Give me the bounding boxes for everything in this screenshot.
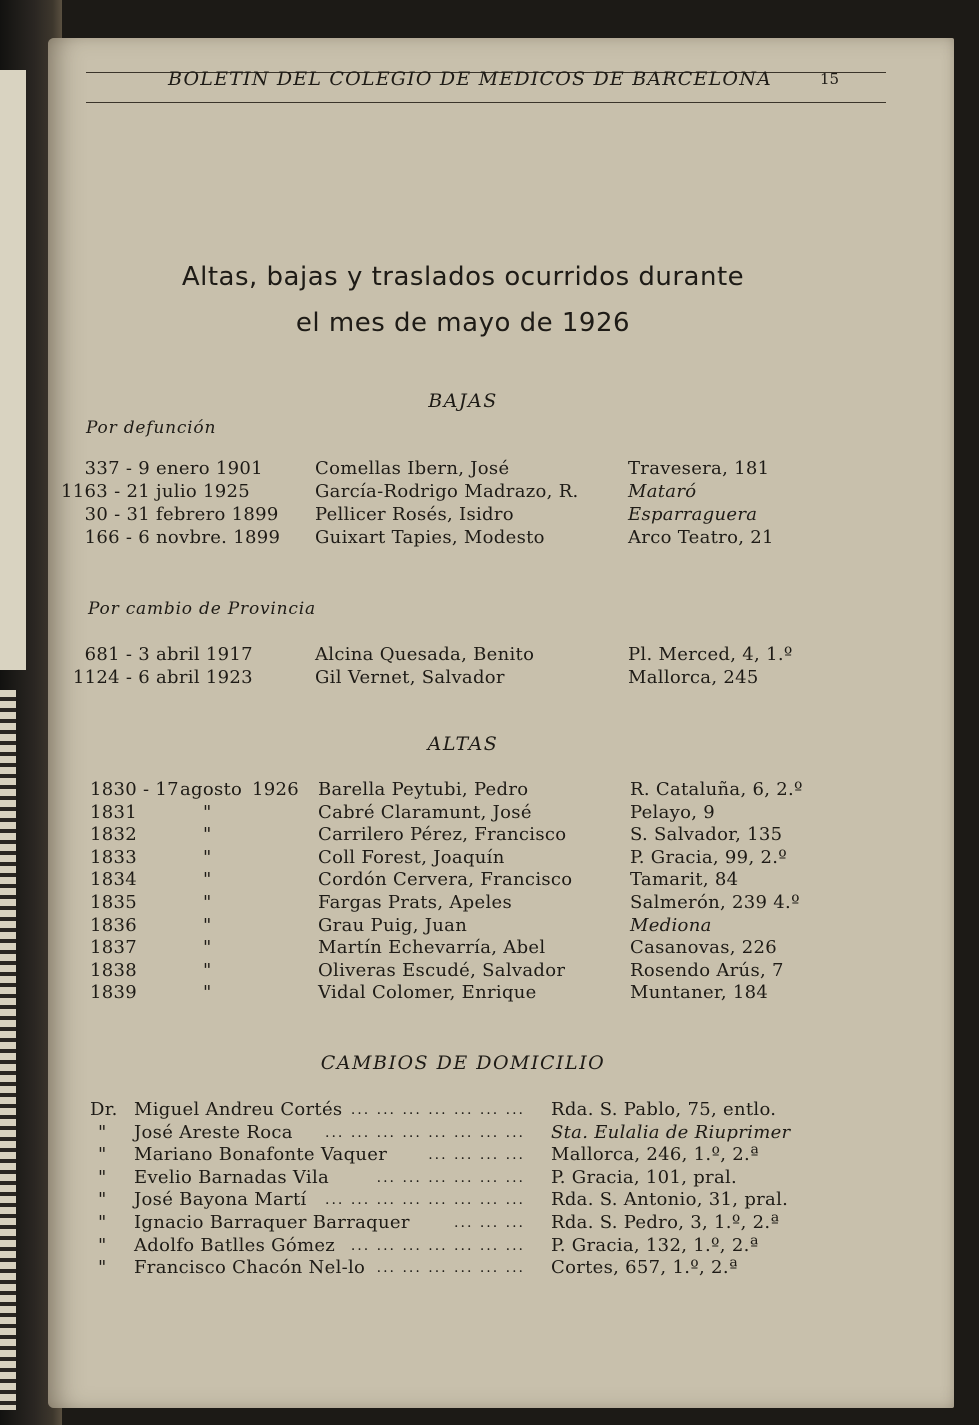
address: Rosendo Arús, 7 (630, 959, 784, 981)
registry-number: 337 - 9 (84, 458, 150, 479)
registry-number: 1837 (90, 937, 138, 959)
doctor-name: Comellas Ibern, José (315, 458, 510, 479)
leader-dots: ... ... ... ... ... ... ... ... (325, 1124, 525, 1141)
doctor-name: Pellicer Rosés, Isidro (315, 504, 514, 525)
registry-number: 1833 (90, 846, 138, 868)
section-heading-bajas: BAJAS (428, 390, 498, 412)
page-number: 15 (820, 70, 840, 88)
address: Mallorca, 245 (628, 667, 759, 688)
year: 1926 (252, 779, 300, 800)
address: Mediona (630, 914, 712, 936)
ditto-mark: " (203, 982, 212, 1004)
ditto-mark: " (203, 824, 212, 846)
address: Mallorca, 246, 1.º, 2.ª (551, 1144, 759, 1166)
leader-dots: ... ... ... ... ... ... ... (350, 1237, 525, 1254)
binding-rings (0, 690, 16, 1410)
address: P. Gracia, 101, pral. (551, 1166, 738, 1188)
date: febrero 1899 (156, 504, 279, 525)
doctor-name: Mariano Bonafonte Vaquer (134, 1144, 388, 1166)
running-header: BOLETIN DEL COLEGIO DE MEDICOS DE BARCELONA (168, 68, 772, 90)
doctor-name: José Bayona Martí (134, 1189, 307, 1211)
address: P. Gracia, 99, 2.º (630, 846, 788, 868)
ditto-mark: " (98, 1121, 107, 1143)
doctor-name: Guixart Tapies, Modesto (315, 527, 545, 548)
address: P. Gracia, 132, 1.º, 2.ª (551, 1234, 759, 1256)
doctor-name: Carrilero Pérez, Francisco (318, 824, 567, 846)
leader-dots: ... ... ... ... ... ... (376, 1169, 525, 1186)
leader-dots: ... ... ... ... (428, 1147, 525, 1164)
address: Rda. S. Pablo, 75, entlo. (551, 1099, 777, 1120)
ditto-mark: " (203, 869, 212, 891)
ditto-mark: " (203, 892, 212, 913)
doctor-name: Oliveras Escudé, Salvador (318, 959, 566, 981)
doctor-name: Gil Vernet, Salvador (315, 667, 505, 688)
registry-number: 1834 (90, 869, 138, 891)
address: Tamarit, 84 (630, 869, 739, 891)
document-page (48, 38, 954, 1408)
ditto-mark: " (98, 1189, 107, 1211)
address: Casanovas, 226 (630, 937, 778, 959)
date: novbre. 1899 (156, 527, 281, 548)
page-title-line-2: el mes de mayo de 1926 (295, 308, 631, 338)
address: Rda. S. Antonio, 31, pral. (551, 1189, 789, 1211)
doctor-name: Fargas Prats, Apeles (318, 892, 512, 913)
ditto-mark: " (98, 1234, 107, 1256)
address: Salmerón, 239 4.º (630, 892, 800, 913)
address: Pelayo, 9 (630, 801, 716, 823)
doctor-name: Evelio Barnadas Vila (134, 1166, 330, 1188)
date: abril 1923 (156, 667, 253, 688)
section-heading-altas: ALTAS (427, 733, 499, 755)
leader-dots: ... ... ... ... ... ... (376, 1260, 525, 1277)
doctor-name: Coll Forest, Joaquín (318, 846, 505, 868)
address: Sta. Eulalia de Riuprimer (551, 1121, 791, 1143)
leader-dots: ... ... ... ... ... ... ... ... (325, 1192, 525, 1209)
ditto-mark: " (203, 801, 212, 823)
doctor-name: Vidal Colomer, Enrique (318, 982, 537, 1004)
doctor-name: Martín Echevarría, Abel (318, 937, 546, 959)
section-heading-cambios: CAMBIOS DE DOMICILIO (320, 1052, 606, 1074)
registry-number: 30 - 31 (84, 504, 150, 525)
address: Mataró (628, 481, 697, 502)
doctor-name: Adolfo Batlles Gómez (134, 1234, 336, 1256)
address: Cortes, 657, 1.º, 2.ª (551, 1257, 738, 1279)
doctor-name: José Areste Roca (134, 1121, 293, 1143)
ditto-mark: " (203, 914, 212, 936)
registry-number: 1831 (90, 801, 138, 823)
registry-number: 1163 - 21 (61, 481, 150, 502)
registry-number: 1836 (90, 914, 138, 936)
registry-number: 1832 (90, 824, 138, 846)
registry-number: 166 - 6 (84, 527, 150, 548)
registry-number: 1838 (90, 959, 138, 981)
ditto-mark: " (203, 937, 212, 959)
ditto-mark: " (203, 846, 212, 868)
doctor-name: Grau Puig, Juan (318, 914, 468, 936)
registry-number: 1830 - 17 (90, 779, 179, 800)
ditto-mark: " (98, 1166, 107, 1188)
address: Travesera, 181 (628, 458, 770, 479)
address: R. Cataluña, 6, 2.º (630, 779, 803, 800)
doctor-name: Cabré Claramunt, José (318, 801, 532, 823)
registry-number: 1835 (90, 892, 138, 913)
page-title-line-1: Altas, bajas y traslados ocurridos durante (181, 262, 745, 292)
address: Esparraguera (628, 504, 758, 525)
address: Pl. Merced, 4, 1.º (628, 644, 793, 665)
date: abril 1917 (156, 644, 253, 665)
leader-dots: ... ... ... (454, 1215, 525, 1231)
date: enero 1901 (156, 458, 263, 479)
date: julio 1925 (156, 481, 251, 502)
leader-dots: ... ... ... ... ... ... ... (350, 1102, 525, 1118)
ditto-mark: " (203, 959, 212, 981)
address: Arco Teatro, 21 (628, 527, 774, 548)
doctor-name: Ignacio Barraquer Barraquer (134, 1212, 410, 1233)
ditto-mark: " (98, 1144, 107, 1166)
address: Muntaner, 184 (630, 982, 769, 1004)
doctor-name: Francisco Chacón Nel-lo (134, 1257, 366, 1279)
title-prefix: Dr. (90, 1099, 118, 1120)
subheading-defuncion: Por defunción (86, 418, 217, 438)
binding-strip (0, 70, 26, 670)
ditto-mark: " (98, 1212, 107, 1233)
doctor-name: Cordón Cervera, Francisco (318, 869, 573, 891)
header-rule-bottom (86, 102, 886, 103)
doctor-name: García-Rodrigo Madrazo, R. (315, 481, 579, 502)
registry-number: 1839 (90, 982, 138, 1004)
registry-number: 1124 - 6 (72, 667, 150, 688)
date: agosto (180, 779, 243, 800)
registry-number: 681 - 3 (84, 644, 150, 665)
doctor-name: Barella Peytubi, Pedro (318, 779, 529, 800)
doctor-name: Miguel Andreu Cortés (134, 1099, 343, 1120)
address: S. Salvador, 135 (630, 824, 783, 846)
ditto-mark: " (98, 1257, 107, 1279)
subheading-provincia: Por cambio de Provincia (88, 599, 316, 619)
doctor-name: Alcina Quesada, Benito (315, 644, 535, 665)
address: Rda. S. Pedro, 3, 1.º, 2.ª (551, 1212, 780, 1233)
